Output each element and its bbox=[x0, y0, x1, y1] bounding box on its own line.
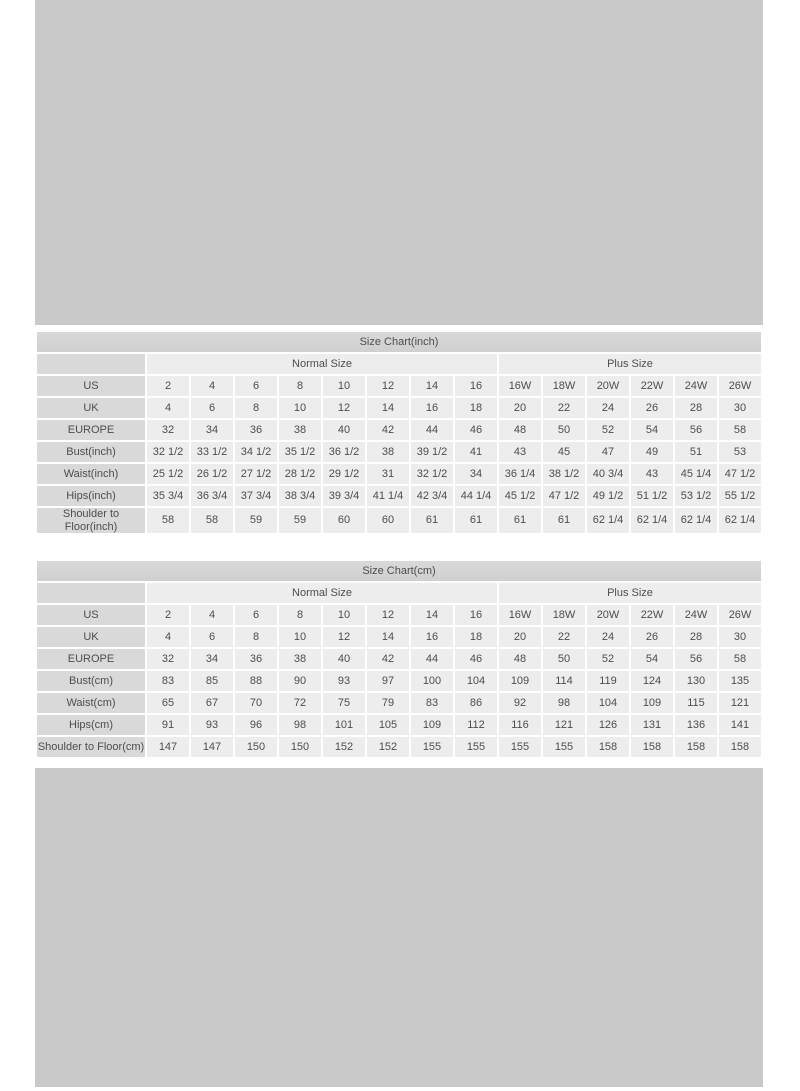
row-label: Hips(cm) bbox=[37, 715, 145, 735]
table-row bbox=[37, 693, 761, 713]
data-cell: 12 bbox=[323, 398, 365, 418]
column-group-header: Normal Size bbox=[147, 354, 497, 374]
data-cell: 121 bbox=[719, 693, 761, 713]
data-cell: 98 bbox=[543, 693, 585, 713]
data-cell: 46 bbox=[455, 420, 497, 440]
data-cell: 155 bbox=[543, 737, 585, 757]
data-cell: 52 bbox=[587, 649, 629, 669]
row-label: Shoulder to Floor(inch) bbox=[37, 508, 145, 533]
data-cell: 43 bbox=[631, 464, 673, 484]
data-cell: 38 3/4 bbox=[279, 486, 321, 506]
data-cell: 155 bbox=[411, 737, 453, 757]
data-cell: 70 bbox=[235, 693, 277, 713]
data-cell: 75 bbox=[323, 693, 365, 713]
data-cell: 49 bbox=[631, 442, 673, 462]
data-cell: 45 1/2 bbox=[499, 486, 541, 506]
data-cell: 12 bbox=[367, 376, 409, 396]
data-cell: 147 bbox=[191, 737, 233, 757]
data-cell: 6 bbox=[235, 605, 277, 625]
data-cell: 150 bbox=[235, 737, 277, 757]
data-cell: 34 bbox=[191, 420, 233, 440]
data-cell: 27 1/2 bbox=[235, 464, 277, 484]
data-cell: 44 1/4 bbox=[455, 486, 497, 506]
row-label: US bbox=[37, 376, 145, 396]
data-cell: 28 1/2 bbox=[279, 464, 321, 484]
data-cell: 40 bbox=[323, 649, 365, 669]
data-cell: 34 bbox=[191, 649, 233, 669]
data-cell: 109 bbox=[499, 671, 541, 691]
data-cell: 31 bbox=[367, 464, 409, 484]
data-cell: 119 bbox=[587, 671, 629, 691]
data-cell: 55 1/2 bbox=[719, 486, 761, 506]
data-cell: 42 3/4 bbox=[411, 486, 453, 506]
data-cell: 58 bbox=[147, 508, 189, 533]
data-cell: 62 1/4 bbox=[587, 508, 629, 533]
data-cell: 20W bbox=[587, 605, 629, 625]
data-cell: 38 bbox=[279, 649, 321, 669]
row-label: Bust(cm) bbox=[37, 671, 145, 691]
data-cell: 72 bbox=[279, 693, 321, 713]
data-cell: 22W bbox=[631, 605, 673, 625]
data-cell: 47 1/2 bbox=[719, 464, 761, 484]
data-cell: 24 bbox=[587, 398, 629, 418]
data-cell: 32 1/2 bbox=[147, 442, 189, 462]
data-cell: 158 bbox=[719, 737, 761, 757]
data-cell: 67 bbox=[191, 693, 233, 713]
data-cell: 29 1/2 bbox=[323, 464, 365, 484]
data-cell: 41 1/4 bbox=[367, 486, 409, 506]
table-row bbox=[37, 671, 761, 691]
table-row bbox=[37, 605, 761, 625]
data-cell: 42 bbox=[367, 420, 409, 440]
data-cell: 34 bbox=[455, 464, 497, 484]
data-cell: 30 bbox=[719, 627, 761, 647]
data-cell: 104 bbox=[455, 671, 497, 691]
data-cell: 105 bbox=[367, 715, 409, 735]
data-cell: 41 bbox=[455, 442, 497, 462]
data-cell: 4 bbox=[191, 605, 233, 625]
table-row bbox=[37, 398, 761, 418]
data-cell: 4 bbox=[147, 398, 189, 418]
data-cell: 30 bbox=[719, 398, 761, 418]
data-cell: 16 bbox=[411, 398, 453, 418]
data-cell: 26W bbox=[719, 376, 761, 396]
row-label: UK bbox=[37, 627, 145, 647]
table-row bbox=[37, 442, 761, 462]
data-cell: 59 bbox=[235, 508, 277, 533]
table-row bbox=[37, 420, 761, 440]
data-cell: 32 1/2 bbox=[411, 464, 453, 484]
data-cell: 104 bbox=[587, 693, 629, 713]
data-cell: 20 bbox=[499, 627, 541, 647]
data-cell: 152 bbox=[367, 737, 409, 757]
data-cell: 126 bbox=[587, 715, 629, 735]
data-cell: 141 bbox=[719, 715, 761, 735]
data-cell: 32 bbox=[147, 649, 189, 669]
data-cell: 18W bbox=[543, 376, 585, 396]
data-cell: 45 1/4 bbox=[675, 464, 717, 484]
data-cell: 46 bbox=[455, 649, 497, 669]
data-cell: 6 bbox=[191, 627, 233, 647]
data-cell: 88 bbox=[235, 671, 277, 691]
data-cell: 20W bbox=[587, 376, 629, 396]
data-cell: 51 bbox=[675, 442, 717, 462]
data-cell: 18W bbox=[543, 605, 585, 625]
data-cell: 93 bbox=[191, 715, 233, 735]
table-row bbox=[37, 486, 761, 506]
data-cell: 50 bbox=[543, 649, 585, 669]
data-cell: 36 bbox=[235, 649, 277, 669]
data-cell: 60 bbox=[367, 508, 409, 533]
data-cell: 101 bbox=[323, 715, 365, 735]
data-cell: 36 bbox=[235, 420, 277, 440]
table-row bbox=[37, 737, 761, 757]
size-table bbox=[35, 559, 763, 759]
data-cell: 12 bbox=[323, 627, 365, 647]
data-cell: 6 bbox=[191, 398, 233, 418]
data-cell: 62 1/4 bbox=[675, 508, 717, 533]
data-cell: 35 3/4 bbox=[147, 486, 189, 506]
data-cell: 59 bbox=[279, 508, 321, 533]
data-cell: 158 bbox=[631, 737, 673, 757]
data-cell: 115 bbox=[675, 693, 717, 713]
row-label: Bust(inch) bbox=[37, 442, 145, 462]
data-cell: 10 bbox=[323, 605, 365, 625]
data-cell: 26 bbox=[631, 398, 673, 418]
data-cell: 28 bbox=[675, 627, 717, 647]
data-cell: 109 bbox=[631, 693, 673, 713]
data-cell: 33 1/2 bbox=[191, 442, 233, 462]
data-cell: 90 bbox=[279, 671, 321, 691]
data-cell: 38 bbox=[279, 420, 321, 440]
data-cell: 6 bbox=[235, 376, 277, 396]
data-cell: 136 bbox=[675, 715, 717, 735]
column-group-header: Plus Size bbox=[499, 583, 761, 603]
data-cell: 28 bbox=[675, 398, 717, 418]
data-cell: 16 bbox=[455, 376, 497, 396]
data-cell: 50 bbox=[543, 420, 585, 440]
data-cell: 2 bbox=[147, 376, 189, 396]
table-row bbox=[37, 715, 761, 735]
column-group-row bbox=[37, 354, 761, 374]
data-cell: 65 bbox=[147, 693, 189, 713]
data-cell: 61 bbox=[411, 508, 453, 533]
column-group-header: Normal Size bbox=[147, 583, 497, 603]
data-cell: 62 1/4 bbox=[719, 508, 761, 533]
data-cell: 83 bbox=[147, 671, 189, 691]
data-cell: 14 bbox=[411, 376, 453, 396]
data-cell: 10 bbox=[279, 398, 321, 418]
data-cell: 44 bbox=[411, 649, 453, 669]
table-title: Size Chart(inch) bbox=[37, 332, 761, 352]
data-cell: 34 1/2 bbox=[235, 442, 277, 462]
data-cell: 53 1/2 bbox=[675, 486, 717, 506]
data-cell: 114 bbox=[543, 671, 585, 691]
data-cell: 2 bbox=[147, 605, 189, 625]
data-cell: 8 bbox=[235, 398, 277, 418]
table-row bbox=[37, 627, 761, 647]
data-cell: 158 bbox=[587, 737, 629, 757]
data-cell: 37 3/4 bbox=[235, 486, 277, 506]
data-cell: 155 bbox=[455, 737, 497, 757]
data-cell: 14 bbox=[411, 605, 453, 625]
row-label: US bbox=[37, 605, 145, 625]
data-cell: 39 3/4 bbox=[323, 486, 365, 506]
table-row bbox=[37, 464, 761, 484]
size-chart-inch-table bbox=[35, 330, 763, 535]
data-cell: 4 bbox=[191, 376, 233, 396]
data-cell: 24W bbox=[675, 376, 717, 396]
corner-cell bbox=[37, 354, 145, 374]
data-cell: 109 bbox=[411, 715, 453, 735]
row-label: Waist(cm) bbox=[37, 693, 145, 713]
data-cell: 147 bbox=[147, 737, 189, 757]
data-cell: 158 bbox=[675, 737, 717, 757]
data-cell: 16W bbox=[499, 605, 541, 625]
data-cell: 16 bbox=[455, 605, 497, 625]
data-cell: 38 1/2 bbox=[543, 464, 585, 484]
data-cell: 62 1/4 bbox=[631, 508, 673, 533]
data-cell: 16W bbox=[499, 376, 541, 396]
table-row bbox=[37, 508, 761, 533]
row-label: EUROPE bbox=[37, 420, 145, 440]
row-label: EUROPE bbox=[37, 649, 145, 669]
data-cell: 36 1/4 bbox=[499, 464, 541, 484]
data-cell: 54 bbox=[631, 649, 673, 669]
data-cell: 40 3/4 bbox=[587, 464, 629, 484]
data-cell: 124 bbox=[631, 671, 673, 691]
data-cell: 131 bbox=[631, 715, 673, 735]
data-cell: 26W bbox=[719, 605, 761, 625]
row-label: UK bbox=[37, 398, 145, 418]
data-cell: 58 bbox=[191, 508, 233, 533]
gray-image-area-bottom bbox=[35, 768, 763, 1087]
data-cell: 61 bbox=[499, 508, 541, 533]
data-cell: 47 1/2 bbox=[543, 486, 585, 506]
data-cell: 36 3/4 bbox=[191, 486, 233, 506]
data-cell: 152 bbox=[323, 737, 365, 757]
data-cell: 20 bbox=[499, 398, 541, 418]
data-cell: 38 bbox=[367, 442, 409, 462]
data-cell: 121 bbox=[543, 715, 585, 735]
data-cell: 98 bbox=[279, 715, 321, 735]
data-cell: 86 bbox=[455, 693, 497, 713]
data-cell: 8 bbox=[235, 627, 277, 647]
data-cell: 22 bbox=[543, 627, 585, 647]
row-label: Hips(inch) bbox=[37, 486, 145, 506]
data-cell: 39 1/2 bbox=[411, 442, 453, 462]
data-cell: 26 bbox=[631, 627, 673, 647]
table-row bbox=[37, 376, 761, 396]
data-cell: 48 bbox=[499, 649, 541, 669]
data-cell: 35 1/2 bbox=[279, 442, 321, 462]
data-cell: 36 1/2 bbox=[323, 442, 365, 462]
data-cell: 83 bbox=[411, 693, 453, 713]
data-cell: 8 bbox=[279, 376, 321, 396]
data-cell: 61 bbox=[455, 508, 497, 533]
data-cell: 93 bbox=[323, 671, 365, 691]
data-cell: 44 bbox=[411, 420, 453, 440]
data-cell: 45 bbox=[543, 442, 585, 462]
data-cell: 91 bbox=[147, 715, 189, 735]
data-cell: 32 bbox=[147, 420, 189, 440]
data-cell: 47 bbox=[587, 442, 629, 462]
data-cell: 8 bbox=[279, 605, 321, 625]
data-cell: 85 bbox=[191, 671, 233, 691]
data-cell: 22 bbox=[543, 398, 585, 418]
data-cell: 4 bbox=[147, 627, 189, 647]
data-cell: 16 bbox=[411, 627, 453, 647]
data-cell: 56 bbox=[675, 649, 717, 669]
size-chart-cm-table bbox=[35, 559, 763, 759]
data-cell: 58 bbox=[719, 420, 761, 440]
data-cell: 96 bbox=[235, 715, 277, 735]
data-cell: 92 bbox=[499, 693, 541, 713]
data-cell: 14 bbox=[367, 627, 409, 647]
data-cell: 60 bbox=[323, 508, 365, 533]
data-cell: 22W bbox=[631, 376, 673, 396]
data-cell: 18 bbox=[455, 398, 497, 418]
data-cell: 51 1/2 bbox=[631, 486, 673, 506]
data-cell: 112 bbox=[455, 715, 497, 735]
row-label: Waist(inch) bbox=[37, 464, 145, 484]
data-cell: 150 bbox=[279, 737, 321, 757]
data-cell: 54 bbox=[631, 420, 673, 440]
row-label: Shoulder to Floor(cm) bbox=[37, 737, 145, 757]
data-cell: 56 bbox=[675, 420, 717, 440]
data-cell: 100 bbox=[411, 671, 453, 691]
data-cell: 10 bbox=[279, 627, 321, 647]
table-title: Size Chart(cm) bbox=[37, 561, 761, 581]
data-cell: 79 bbox=[367, 693, 409, 713]
data-cell: 48 bbox=[499, 420, 541, 440]
column-group-row bbox=[37, 583, 761, 603]
data-cell: 61 bbox=[543, 508, 585, 533]
data-cell: 24W bbox=[675, 605, 717, 625]
data-cell: 43 bbox=[499, 442, 541, 462]
corner-cell bbox=[37, 583, 145, 603]
data-cell: 135 bbox=[719, 671, 761, 691]
data-cell: 155 bbox=[499, 737, 541, 757]
data-cell: 97 bbox=[367, 671, 409, 691]
data-cell: 18 bbox=[455, 627, 497, 647]
data-cell: 12 bbox=[367, 605, 409, 625]
data-cell: 24 bbox=[587, 627, 629, 647]
data-cell: 58 bbox=[719, 649, 761, 669]
data-cell: 25 1/2 bbox=[147, 464, 189, 484]
data-cell: 53 bbox=[719, 442, 761, 462]
data-cell: 10 bbox=[323, 376, 365, 396]
data-cell: 52 bbox=[587, 420, 629, 440]
column-group-header: Plus Size bbox=[499, 354, 761, 374]
gray-image-area-top bbox=[35, 0, 763, 325]
size-table bbox=[35, 330, 763, 535]
data-cell: 116 bbox=[499, 715, 541, 735]
data-cell: 42 bbox=[367, 649, 409, 669]
data-cell: 130 bbox=[675, 671, 717, 691]
data-cell: 26 1/2 bbox=[191, 464, 233, 484]
data-cell: 40 bbox=[323, 420, 365, 440]
data-cell: 14 bbox=[367, 398, 409, 418]
table-row bbox=[37, 649, 761, 669]
data-cell: 49 1/2 bbox=[587, 486, 629, 506]
